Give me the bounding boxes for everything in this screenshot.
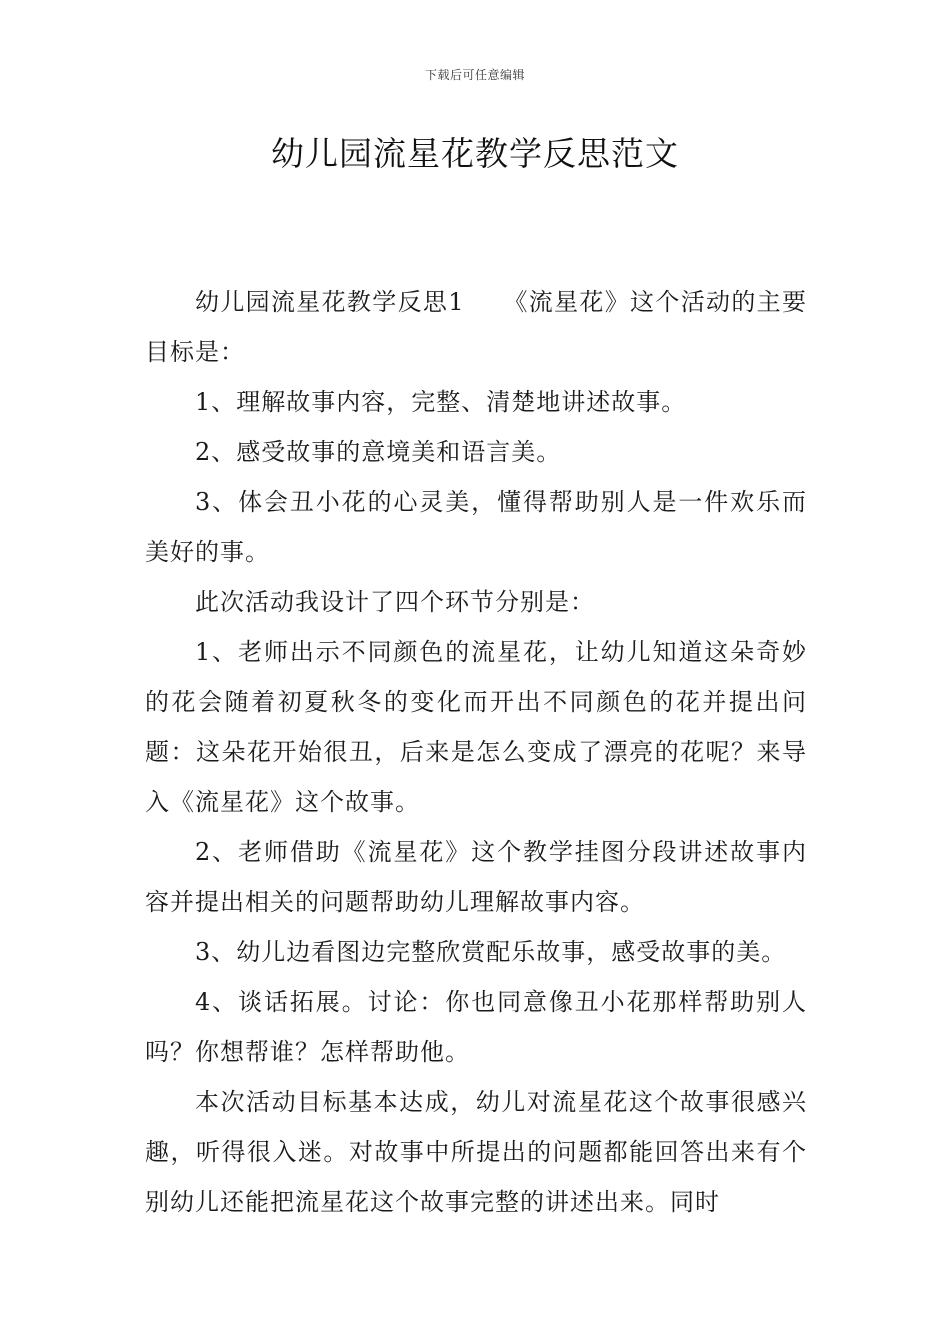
paragraph-goal-2: 2、感受故事的意境美和语言美。	[195, 438, 562, 466]
document-title: 幼儿园流星花教学反思范文	[271, 134, 679, 173]
paragraph-intro: 幼儿园流星花教学反思1 《流星花》这个活动的主要目标是：	[145, 288, 807, 366]
document-body	[145, 277, 807, 1227]
paragraph-step-1: 1、老师出示不同颜色的流星花，让幼儿知道这朵奇妙的花会随着初夏秋冬的变化而开出不同颜色的花并提出问题：这朵花开始很丑，后来是怎么变成了漂亮的花呢？来导入《流星花》这个故事。	[145, 638, 807, 816]
paragraph-steps-intro: 此次活动我设计了四个环节分别是：	[195, 588, 595, 616]
paragraph-reflection: 本次活动目标基本达成，幼儿对流星花这个故事很感兴趣，听得很入迷。对故事中所提出的问题都能回答出来有个别幼儿还能把流星花这个故事完整的讲述出来。同时	[145, 1088, 807, 1216]
paragraph-step-4: 4、谈话拓展。讨论：你也同意像丑小花那样帮助别人吗？你想帮谁？怎样帮助他。	[145, 988, 807, 1066]
header-note: 下载后可任意编辑	[424, 68, 525, 82]
paragraph-step-2: 2、老师借助《流星花》这个教学挂图分段讲述故事内容并提出相关的问题帮助幼儿理解故事内容。	[145, 838, 807, 916]
paragraph-step-3: 3、幼儿边看图边完整欣赏配乐故事，感受故事的美。	[195, 938, 787, 966]
paragraph-goal-1: 1、理解故事内容，完整、清楚地讲述故事。	[195, 388, 687, 416]
paragraph-goal-3: 3、体会丑小花的心灵美，懂得帮助别人是一件欢乐而美好的事。	[145, 488, 807, 566]
